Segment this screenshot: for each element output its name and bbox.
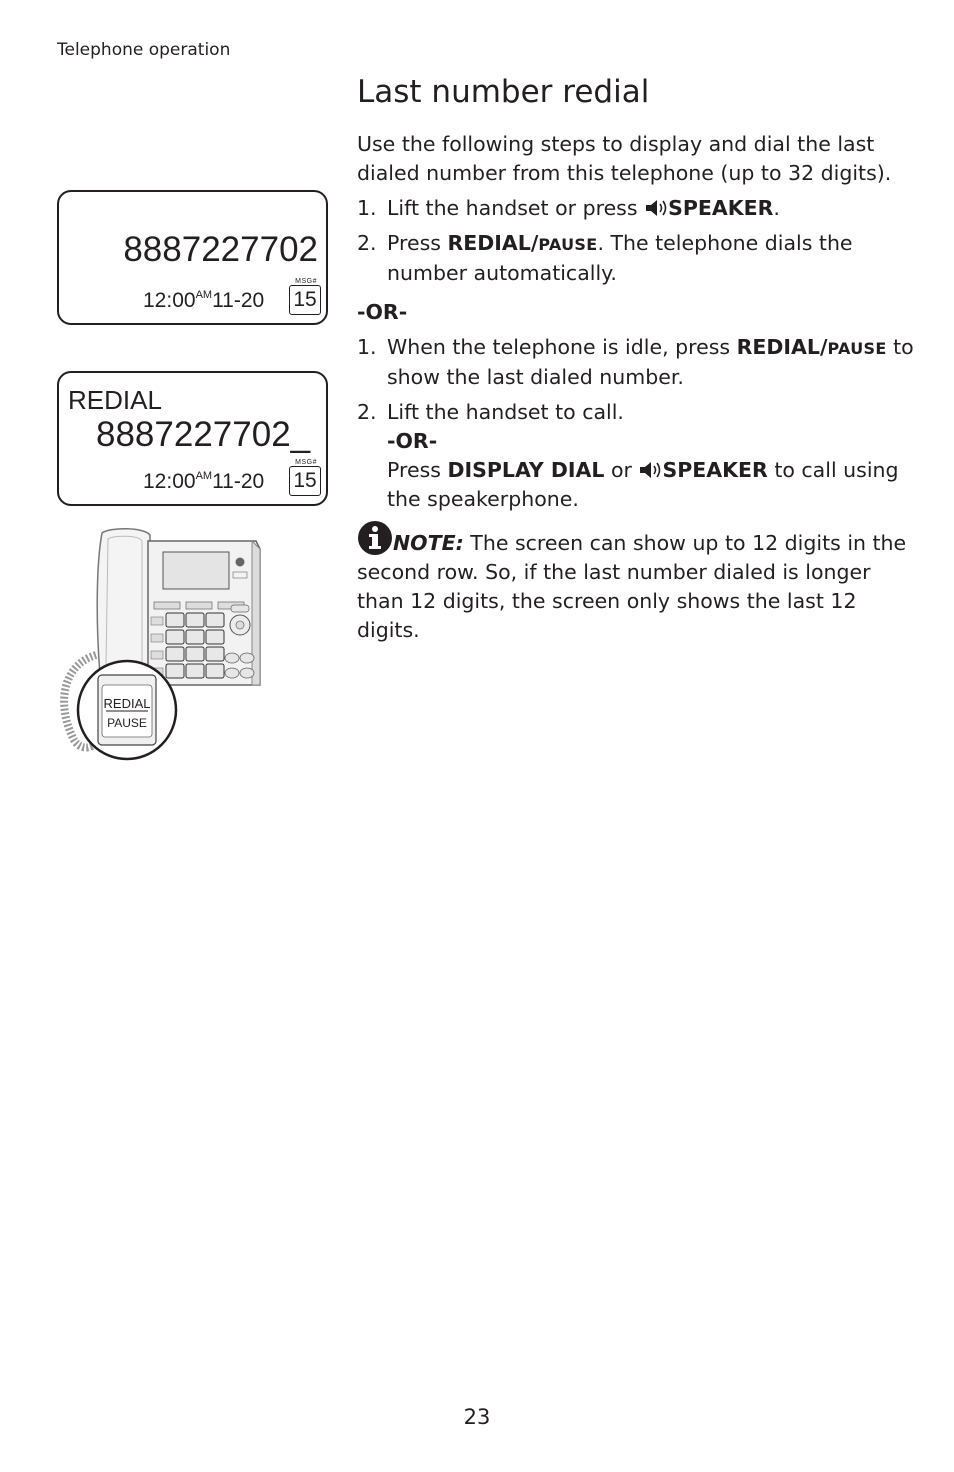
body-content bbox=[357, 130, 917, 645]
step-number: 1. bbox=[357, 335, 377, 359]
step-text-mid: or bbox=[604, 458, 639, 482]
or-separator-inline: -OR- bbox=[387, 429, 438, 453]
display-dial-key-label: DISPLAY DIAL bbox=[447, 458, 605, 482]
lcd-time-date bbox=[143, 289, 264, 313]
lcd-redial-label: REDIAL bbox=[68, 385, 162, 415]
redial-key-label: REDIAL/ bbox=[447, 231, 539, 255]
or-separator: -OR- bbox=[357, 300, 408, 324]
pause-key-label: PAUSE bbox=[827, 339, 887, 358]
step-text-end: to show the last dialed number. bbox=[387, 335, 914, 389]
step-text: Press bbox=[387, 231, 448, 255]
speaker-icon bbox=[644, 199, 668, 217]
step-number: 2. bbox=[357, 231, 377, 255]
lcd-msg-count: 15 bbox=[289, 466, 321, 496]
lcd-date: 11-20 bbox=[212, 470, 265, 493]
step-text-end: to call using the speakerphone. bbox=[387, 458, 899, 511]
info-icon bbox=[357, 520, 393, 556]
telephone-base-illustration bbox=[52, 525, 267, 767]
lcd-time: 12:00 bbox=[143, 470, 196, 493]
lcd-dialed-number: 8887227702 bbox=[123, 230, 318, 269]
note-label: NOTE: bbox=[393, 531, 464, 555]
lcd-date: 11-20 bbox=[212, 289, 265, 312]
lcd-redial-number: 8887227702_ bbox=[96, 415, 311, 454]
speaker-key-label: SPEAKER bbox=[662, 458, 768, 482]
step-text-end: . The telephone dials the number automatically. bbox=[387, 231, 853, 285]
step-text: Lift the handset or press bbox=[387, 196, 645, 220]
pause-key-label: PAUSE bbox=[538, 235, 598, 254]
step-number: 2. bbox=[357, 400, 377, 424]
step-number: 1. bbox=[357, 196, 377, 220]
speaker-key-label: SPEAKER bbox=[668, 196, 774, 220]
note-text: The screen can show up to 12 digits in the second row. So, if the last number dialed is longer than 12 digits, the screen only shows the last 12 digits. bbox=[357, 531, 907, 642]
lcd-msg-label: MSG# bbox=[295, 278, 317, 285]
speaker-icon bbox=[638, 461, 662, 479]
lcd-screen-idle bbox=[57, 190, 328, 325]
intro-paragraph: Use the following steps to display and dial the last dialed number from this telephone (up to 32 digits). bbox=[357, 132, 892, 185]
step-item bbox=[357, 333, 917, 392]
lcd-time: 12:00 bbox=[143, 289, 196, 312]
step-text: Press bbox=[387, 458, 448, 482]
lcd-ampm: AM bbox=[195, 289, 213, 301]
lcd-ampm: AM bbox=[195, 470, 213, 482]
step-item bbox=[357, 194, 917, 223]
step-item bbox=[357, 398, 917, 514]
page-number: 23 bbox=[463, 1405, 491, 1429]
lcd-msg-count: 15 bbox=[289, 285, 321, 315]
step-text-end: . bbox=[773, 196, 780, 220]
running-header: Telephone operation bbox=[57, 40, 231, 60]
lcd-screen-redial bbox=[57, 371, 328, 506]
step-text: When the telephone is idle, press bbox=[387, 335, 737, 359]
lcd-msg-label: MSG# bbox=[295, 459, 317, 466]
lcd-time-date bbox=[143, 470, 264, 494]
step-item bbox=[357, 229, 917, 288]
callout-pause-text: PAUSE bbox=[107, 716, 147, 730]
step-text: Lift the handset to call. bbox=[387, 400, 624, 424]
page-title: Last number redial bbox=[357, 74, 650, 110]
note-paragraph bbox=[357, 520, 917, 645]
redial-key-label: REDIAL/ bbox=[736, 335, 828, 359]
callout-redial-text: REDIAL bbox=[103, 696, 151, 711]
